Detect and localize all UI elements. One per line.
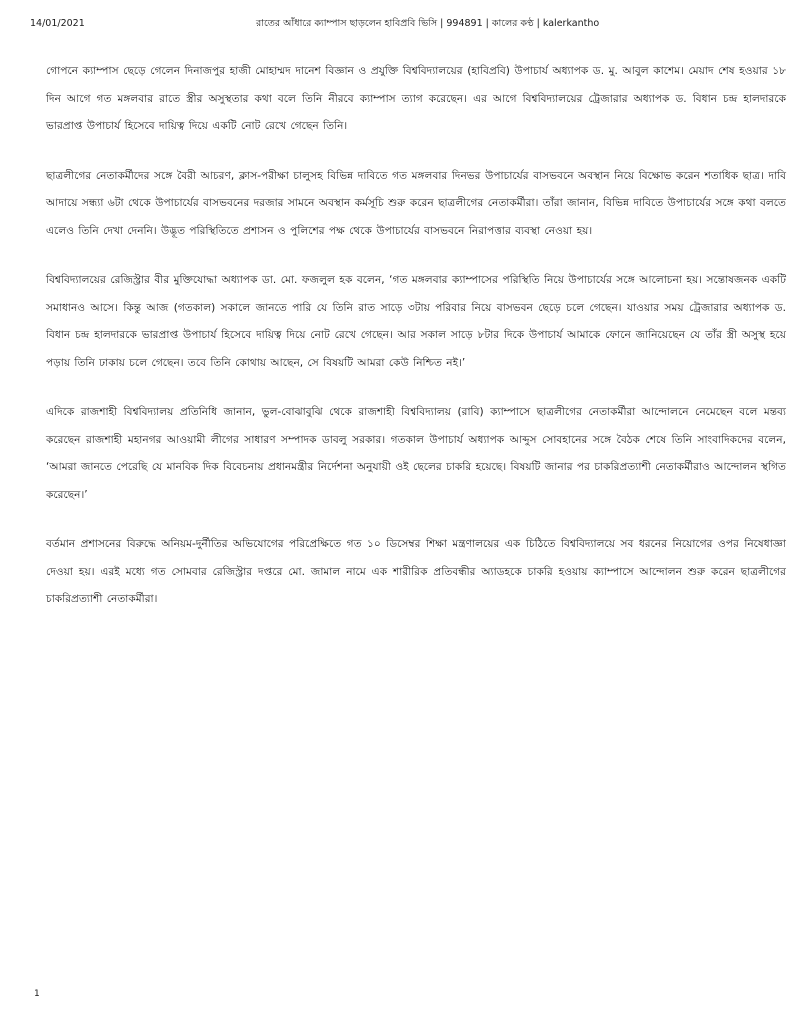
article-paragraph: বিশ্ববিদ্যালয়ের রেজিস্ট্রার বীর মুক্তিযোদ্ধা অধ্যাপক ডা. মো. ফজলুল হক বলেন, ‘গত মঙ্গলবার ক্যাম্পাসের পরিস্থিতি নিয়ে উপাচার্যের সঙ্গে আলোচনা হয়। সন্তোষজনক একটি সমাধানও আসে। কিন্তু আজ (গতকাল) সকালে জানতে পারি যে তিনি রাত সাড়ে ৩টায় পরিবার নিয়ে বাসভবন ছেড়ে চলে গেছেন। যাওয়ার সময় ট্রেজারার অধ্যাপক ড. বিধান চন্দ্র হালদারকে ভারপ্রাপ্ত উপাচার্য হিসেবে দায়িত্ব দিয়ে নোট রেখে গেছেন। আর সকাল সাড়ে ৮টার দিকে উপাচার্য আমাকে ফোনে জানিয়েছেন যে তাঁর স্ত্রী অসুস্থ হয়ে পড়ায় তিনি ঢাকায় চলে গেছেন। তবে তিনি কোথায় আছেন, সে বিষয়টি আমরা কেউ নিশ্চিত নই।’: [46, 274, 786, 369]
article-title: রাতের আঁধারে ক্যাম্পাস ছাড়লেন হাবিপ্রবি ভিসি | 994891 | কালের কণ্ঠ | kalerkantho: [256, 18, 600, 29]
article-body: [46, 58, 786, 636]
page-number: 1: [34, 989, 40, 999]
print-date: 14/01/2021: [30, 18, 85, 29]
article-paragraph: ছাত্রলীগের নেতাকর্মীদের সঙ্গে বৈরী আচরণ, ক্লাস-পরীক্ষা চালুসহ বিভিন্ন দাবিতে গত মঙ্গলবার দিনভর উপাচার্যের বাসভবনে অবস্থান নিয়ে বিক্ষোভ করেন শতাধিক ছাত্র। দাবি আদায়ে সন্ধ্যা ৬টা থেকে উপাচার্যের বাসভবনের দরজার সামনে অবস্থান কর্মসূচি শুরু করেন ছাত্রলীগের নেতাকর্মীরা। তাঁরা জানান, বিভিন্ন দাবিতে উপাচার্যের সঙ্গে কথা বলতে এলেও তিনি দেখা দেননি। উদ্ভূত পরিস্থিতিতে প্রশাসন ও পুলিশের পক্ষ থেকে উপাচার্যের বাসভবনে নিরাপত্তার ব্যবস্থা নেওয়া হয়।: [46, 169, 786, 237]
article-paragraph: এদিকে রাজশাহী বিশ্ববিদ্যালয় প্রতিনিধি জানান, ভুল-বোঝাবুঝি থেকে রাজশাহী বিশ্ববিদ্যালয় (রাবি) ক্যাম্পাসে ছাত্রলীগের নেতাকর্মীরা আন্দোলনে নেমেছেন বলে মন্তব্য করেছেন রাজশাহী মহানগর আওয়ামী লীগের সাধারণ সম্পাদক ডাবলু সরকার। গতকাল উপাচার্য অধ্যাপক আব্দুস সোবহানের সঙ্গে বৈঠক শেষে তিনি সাংবাদিকদের বলেন, ‘আমরা জানতে পেরেছি যে মানবিক দিক বিবেচনায় প্রধানমন্ত্রীর নির্দেশনা অনুযায়ী ওই ছেলের চাকরি হয়েছে। বিষয়টি জানার পর চাকরিপ্রত্যাশী নেতাকর্মীরাও আন্দোলন স্থগিত করেছেন।’: [46, 406, 786, 501]
article-paragraph: বর্তমান প্রশাসনের বিরুদ্ধে অনিয়ম-দুর্নীতির অভিযোগের পরিপ্রেক্ষিতে গত ১০ ডিসেম্বর শিক্ষা মন্ত্রণালয়ের এক চিঠিতে বিশ্ববিদ্যালয়ে সব ধরনের নিয়োগের ওপর নিষেধাজ্ঞা দেওয়া হয়। এরই মধ্যে গত সোমবার রেজিস্ট্রার দপ্তরে মো. জামাল নামে এক শারীরিক প্রতিবন্ধীর অ্যাডহকে চাকরি হওয়ায় ক্যাম্পাসে আন্দোলন শুরু করেন ছাত্রলীগের চাকরিপ্রত্যাশী নেতাকর্মীরা।: [46, 538, 786, 605]
print-header: [30, 17, 761, 31]
article-paragraph: গোপনে ক্যাম্পাস ছেড়ে গেলেন দিনাজপুর হাজী মোহাম্মদ দানেশ বিজ্ঞান ও প্রযুক্তি বিশ্ববিদ্যালয়ের (হাবিপ্রবি) উপাচার্য অধ্যাপক ড. মু. আবুল কাশেম। মেয়াদ শেষ হওয়ার ১৮ দিন আগে গত মঙ্গলবার রাতে স্ত্রীর অসুস্থতার কথা বলে তিনি নীরবে ক্যাম্পাস ত্যাগ করেছেন। এর আগে বিশ্ববিদ্যালয়ের ট্রেজারার অধ্যাপক ড. বিধান চন্দ্র হালদারকে ভারপ্রাপ্ত উপাচার্য হিসেবে দায়িত্ব দিয়ে একটি নোট রেখে গেছেন তিনি।: [46, 65, 786, 132]
